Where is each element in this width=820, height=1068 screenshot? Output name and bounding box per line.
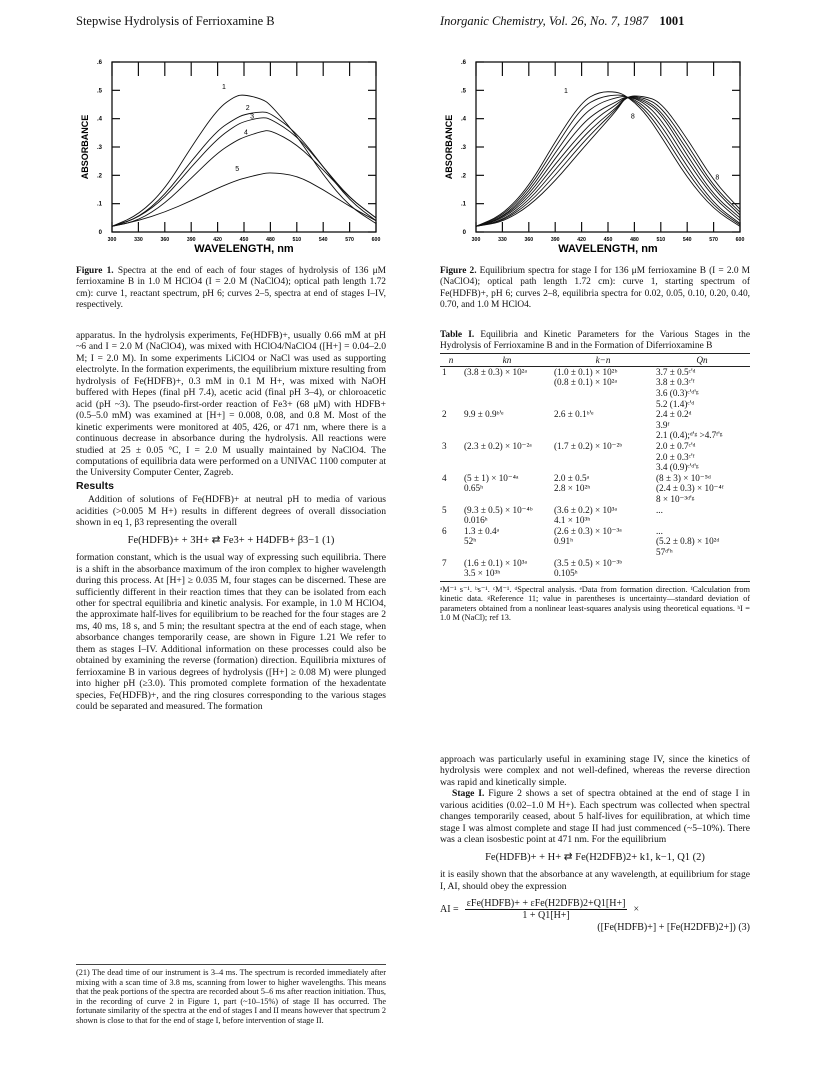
x-tick-label: 330: [134, 237, 143, 243]
right-column: [440, 754, 750, 933]
results-paragraph-2: formation constant, which is the usual way of expressing such equilibria. There is a shift in the absorbance maximum of the iron complex to higher wavelength during this process. At [H+] ≥ 0.035 M, four stages can be discerned. These are sufficiently different in their reaction times that they can be isolated from each other for spectral equilibria and kinetic analysis. For example, in 1.0 M HClO4, the approximate half-lives for equilibrium to be reached for the four stages are 2 ms, 40 ms, 18 s, and 5 min; the resultant spectra at the end of each stage, when absorbance changes temporarily cease, are shown in Figure 1.21 We refer to them as stages I–IV. Additional information on these processes could also be obtained by examining the reverse (formation) direction. Equilibria mixtures of ferrioxamine B in various degrees of hydrolysis ([H+] ≥ 0.08 M) were plunged into higher pH (≥3.0). This promoted complete formation of the hexadentate species, Fe(HDFB)+, and the ring closures corresponding to the various stages could be separated and measured. The formation: [76, 552, 386, 713]
figure-2-caption-label: Figure 2.: [440, 266, 477, 276]
y-tick-label: .1: [460, 201, 466, 208]
x-axis-label: WAVELENGTH, nm: [558, 243, 658, 255]
x-tick-label: 540: [682, 237, 692, 243]
curve-label: 8: [715, 174, 720, 182]
y-axis-label: ABSORBANCE: [444, 114, 454, 180]
cell-kn: 1.3 ± 0.4ᵃ 52ʰ: [464, 525, 500, 547]
cell-qn: 2.4 ± 0.2ᵈ 3.9ᶠ 2.1 (0.4);ᵈ'ᵍ >4.7ᶠ'ᵍ: [656, 409, 723, 441]
x-tick-label: 480: [266, 237, 275, 243]
stage-1-paragraph: [440, 788, 750, 845]
x-tick-label: 390: [186, 237, 196, 243]
page-number: 1001: [659, 14, 685, 28]
col-n: n: [440, 353, 462, 366]
stage-1-label: Stage I.: [452, 788, 485, 800]
x-tick-label: 570: [345, 237, 354, 243]
equation-3-tail: ([Fe(HDFB)+] + [Fe(H2DFB)2+]) (3): [597, 921, 750, 933]
table-1-notes: ᵃM⁻¹ s⁻¹. ᵇs⁻¹. ᶜM⁻¹. ᵈSpectral analysis. ᵉData from formation direction. ᶠCalculation from kinetic data. ᵍReference 11; value in parentheses is uncertainty—standard deviation of parameters obtained from a nonlinear least-squares analysis using theoretical equations. ʰI = 1.0 M (NaCl); ref 13.: [440, 584, 750, 623]
x-axis-label: WAVELENGTH, nm: [194, 243, 294, 255]
left-column: [76, 330, 386, 713]
figure-2: [440, 52, 750, 267]
x-tick-label: 330: [498, 237, 507, 243]
cell-kn: (9.3 ± 0.5) × 10⁻⁴ᵇ 0.016ʰ: [464, 504, 533, 526]
x-tick-label: 570: [709, 237, 718, 243]
cell-kn: (2.3 ± 0.2) × 10⁻²ᵃ: [464, 440, 532, 451]
running-head-right: [440, 14, 684, 29]
cell-qn: ...: [656, 504, 663, 515]
table-1: [440, 353, 750, 579]
x-tick-label: 420: [213, 237, 222, 243]
figure-2-caption-text: Equilibrium spectra for stage I for 136 μM ferrioxamine B (I = 2.0 M (NaClO4); optical path length 1.72 cm): curve 1, starting spectrum of Fe(HDFB)+, pH 6; curves 2–8, equilibria spectra for 0.02, 0.05, 0.10, 0.20, 0.40, 0.70, and 1.0 M HClO4.: [440, 266, 751, 311]
x-tick-label: 360: [524, 237, 534, 243]
cell-qn: 3.7 ± 0.5ᶜ'ᵈ 3.8 ± 0.3ᶜ'ᶠ 3.6 (0.3)ᶜ'ᵈ'ᵍ 5.2 (1.4)ᶜ'ᵈ: [656, 366, 699, 409]
cell-kn: (3.8 ± 0.3) × 10²ᵃ: [464, 366, 527, 377]
cell-n: 6: [442, 525, 447, 536]
cell-k-minus-n: (2.6 ± 0.3) × 10⁻³ᵃ 0.91ʰ: [554, 525, 622, 547]
curve-label: 1: [222, 83, 226, 91]
cell-qn: [654, 558, 750, 579]
cell-qn: 2.0 ± 0.7ᶜ'ᵈ 2.0 ± 0.3ᶜ'ᶠ 3.4 (0.9)ᶜ'ᵈ'ᵍ: [656, 440, 699, 473]
x-tick-label: 450: [603, 237, 613, 243]
x-tick-label: 600: [735, 237, 745, 243]
x-tick-label: 480: [630, 237, 639, 243]
x-tick-label: 390: [550, 237, 560, 243]
equation-3-times: ×: [633, 904, 640, 916]
y-tick-label: .4: [96, 116, 102, 123]
y-tick-label: 0: [98, 230, 102, 236]
results-paragraph-1: Addition of solutions of Fe(HDFB)+ at neutral pH to media of various acidities (>0.005 M H+) results in different degrees of overall dissociation shown in eq 1, β3 representing the overall: [76, 494, 386, 529]
x-tick-label: 600: [371, 237, 381, 243]
col-k-minus-n: k−n: [552, 353, 654, 366]
table-row: [440, 366, 750, 409]
methods-paragraph: apparatus. In the hydrolysis experiments, Fe(HDFB)+, usually 0.66 mM at pH ~6 and I = 2.0 M (NaClO4), was mixed with HClO4/NaClO4 ([H+] = 0.04–2.0 M; I = 2.0 M). In some experiments LiClO4 or NaCl was used as supporting electrolyte. In the formation experiments, the equilibrium mixture resulting from hydrolysis of Fe(HDFB)+, 0.3 mM in 0.1 M H+, was mixed with NaOH buffered with Hepes (final pH 7.4), acetic acid (final pH 3–4), or chloroacetic acid (pH ~3). The pseudo-first-order reaction of Fe3+ (68 μM) with HDFB+ (0.5–5.0 mM) was examined at [H+] = 0.008, 0.08, and 0.8 M. Most of the kinetic experiments were monitored at 405, 426, or 471 nm, where there is a continuous decrease in absorbance during the hydrolysis. All reactions were studied at 25 ± 0.05 °C, I = 2.0 M usually maintained by NaClO4. The computations of equilibria data were performed on a UNIVAC 1100 computer at the University Computer Center, Zagreb.: [76, 330, 386, 479]
table-1-bottom-rule: [440, 581, 750, 582]
cell-k-minus-n: (1.0 ± 0.1) × 10²ᵇ (0.8 ± 0.1) × 10²ᵃ: [554, 366, 618, 388]
x-tick-label: 510: [656, 237, 666, 243]
cell-k-minus-n: (1.7 ± 0.2) × 10⁻²ᵇ: [554, 440, 623, 451]
table-row: [440, 526, 750, 558]
equation-1: Fe(HDFB)+ + 3H+ ⇄ Fe3+ + H4DFB+ β3−1 (1): [127, 534, 335, 546]
cell-qn: (8 ± 3) × 10⁻⁵ᵈ (2.4 ± 0.3) × 10⁻⁴ᶠ 8 × 10⁻³ᵈ'ᵍ: [656, 472, 724, 504]
cell-n: 3: [442, 440, 447, 451]
equation-3-denominator: 1 + Q1[H+]: [522, 910, 570, 922]
x-tick-label: 420: [577, 237, 586, 243]
right-paragraph-3: it is easily shown that the absorbance at any wavelength, at equilibrium for stage I, AI, should obey the expression: [440, 869, 750, 892]
table-1-title: [440, 330, 750, 353]
table-row: [440, 473, 750, 505]
y-tick-label: .5: [96, 88, 102, 95]
curve-label: 8: [630, 113, 635, 121]
curve-label: 5: [235, 166, 240, 174]
x-tick-label: 300: [471, 237, 481, 243]
x-tick-label: 360: [160, 237, 170, 243]
stage-1-text: Figure 2 shows a set of spectra obtained at the end of stage I in various acidities (0.02–1.0 M H+). Each spectrum was collected when spectral changes temporarily ceased, about 5 half-lives for equilibration, at which time stage I was almost complete and stage II had just commenced (~5–10%). There was a clean isosbestic point at 471 nm. For the equilibrium: [440, 788, 750, 846]
table-row: [440, 441, 750, 473]
cell-qn: ... (5.2 ± 0.8) × 10²ᵈ 57ᵈ'ʰ: [656, 525, 720, 557]
table-1-label: Table I.: [440, 330, 475, 340]
cell-kn: 9.9 ± 0.9ᵇ'ᵉ: [464, 409, 504, 420]
figure-1: [76, 52, 386, 267]
y-tick-label: .1: [96, 201, 102, 208]
curve-label: 1: [564, 88, 568, 96]
y-tick-label: .6: [96, 60, 102, 66]
y-tick-label: .6: [460, 60, 466, 66]
running-head-left: Stepwise Hydrolysis of Ferrioxamine B: [76, 14, 275, 28]
curve-label: 3: [250, 113, 255, 121]
right-paragraph-1: approach was particularly useful in examining stage IV, since the kinetics of hydrolysis were complex and not well-defined, whereas the reverse direction was rapid and kinetically simple.: [440, 754, 750, 788]
footnote-21: (21) The dead time of our instrument is 3–4 ms. The spectrum is recorded immediately after mixing with a scan time of 3.8 ms, scanning from lower to higher wavelengths. This means that the peak portions of the spectra are recorded about 5–6 ms after reaction initiation. Thus, in the recording of curve 2 in Figure 1, part (~10–15%) of stage II has occurred. The fortunate similarity of the spectra at the end of stages I and II means however that spectrum 2 shown is close to that for the end of stage I, before intervention of stage II.: [76, 968, 386, 1025]
cell-n: 1: [442, 366, 447, 377]
figure-2-caption: [440, 266, 750, 312]
col-qn: Qn: [654, 353, 750, 366]
cell-n: 2: [442, 409, 447, 420]
series-line-5-4: [112, 173, 376, 226]
figure-1-chart: [76, 52, 386, 262]
curve-label: 2: [245, 105, 250, 113]
cell-n: 4: [442, 472, 447, 483]
y-tick-label: .3: [96, 145, 102, 151]
table-1-body: [440, 366, 750, 578]
y-tick-label: .2: [460, 173, 466, 180]
y-tick-label: .2: [96, 173, 102, 180]
table-row: [440, 558, 750, 579]
equation-3-numerator: εFe(HDFB)+ + εFe(H2DFB)2+Q1[H+]: [466, 897, 626, 909]
x-tick-label: 300: [107, 237, 117, 243]
equation-3: [440, 898, 750, 933]
cell-k-minus-n: 2.6 ± 0.1ᵇ'ᵉ: [554, 409, 594, 420]
x-tick-label: 540: [318, 237, 328, 243]
x-tick-label: 450: [239, 237, 249, 243]
curve-label: 4: [244, 129, 248, 137]
figure-1-caption: [76, 266, 386, 312]
results-heading: Results: [76, 479, 114, 492]
table-1-title-text: Equilibria and Kinetic Parameters for the Various Stages in the Hydrolysis of Ferrioxamine B and in the Formation of Diferrioxamine B: [440, 330, 750, 352]
cell-kn: (1.6 ± 0.1) × 10³ᵃ 3.5 × 10³ʰ: [464, 557, 527, 579]
figure-2-chart: [440, 52, 750, 262]
cell-n: 7: [442, 557, 447, 568]
cell-k-minus-n: (3.5 ± 0.5) × 10⁻³ᵇ 0.105ʰ: [554, 557, 623, 579]
y-tick-label: 0: [462, 230, 466, 236]
table-row: [440, 505, 750, 526]
figure-1-caption-label: Figure 1.: [76, 266, 114, 276]
equation-3-lhs: AI =: [440, 904, 459, 916]
cell-k-minus-n: (3.6 ± 0.2) × 10³ᵃ 4.1 × 10³ʰ: [554, 504, 617, 526]
cell-k-minus-n: 2.0 ± 0.5ᵃ 2.8 × 10²ʰ: [554, 472, 591, 494]
y-tick-label: .4: [460, 116, 466, 123]
table-1-block: [440, 330, 750, 623]
footnote-rule: [76, 964, 386, 965]
x-tick-label: 510: [292, 237, 302, 243]
journal-citation: Inorganic Chemistry, Vol. 26, No. 7, 1987: [440, 14, 649, 28]
cell-n: 5: [442, 504, 447, 515]
figure-1-caption-text: Spectra at the end of each of four stages of hydrolysis of 136 μM ferrioxamine B in 1.0 M HClO4 (I = 2.0 M (NaClO4); optical path length 1.72 cm): curve 1, reactant spectrum, pH 6; curves 2–5, spectra at end of stages I–IV, respectively.: [76, 266, 386, 311]
table-row: [440, 409, 750, 441]
y-tick-label: .3: [460, 145, 466, 151]
y-axis-label: ABSORBANCE: [80, 114, 90, 180]
cell-kn: (5 ± 1) × 10⁻⁴ᵃ 0.65ʰ: [464, 472, 519, 494]
y-tick-label: .5: [460, 88, 466, 95]
col-kn: kn: [462, 353, 552, 366]
equation-2: Fe(HDFB)+ + H+ ⇄ Fe(H2DFB)2+ k1, k−1, Q1 (2): [485, 851, 705, 863]
table-1-header-row: [440, 353, 750, 366]
